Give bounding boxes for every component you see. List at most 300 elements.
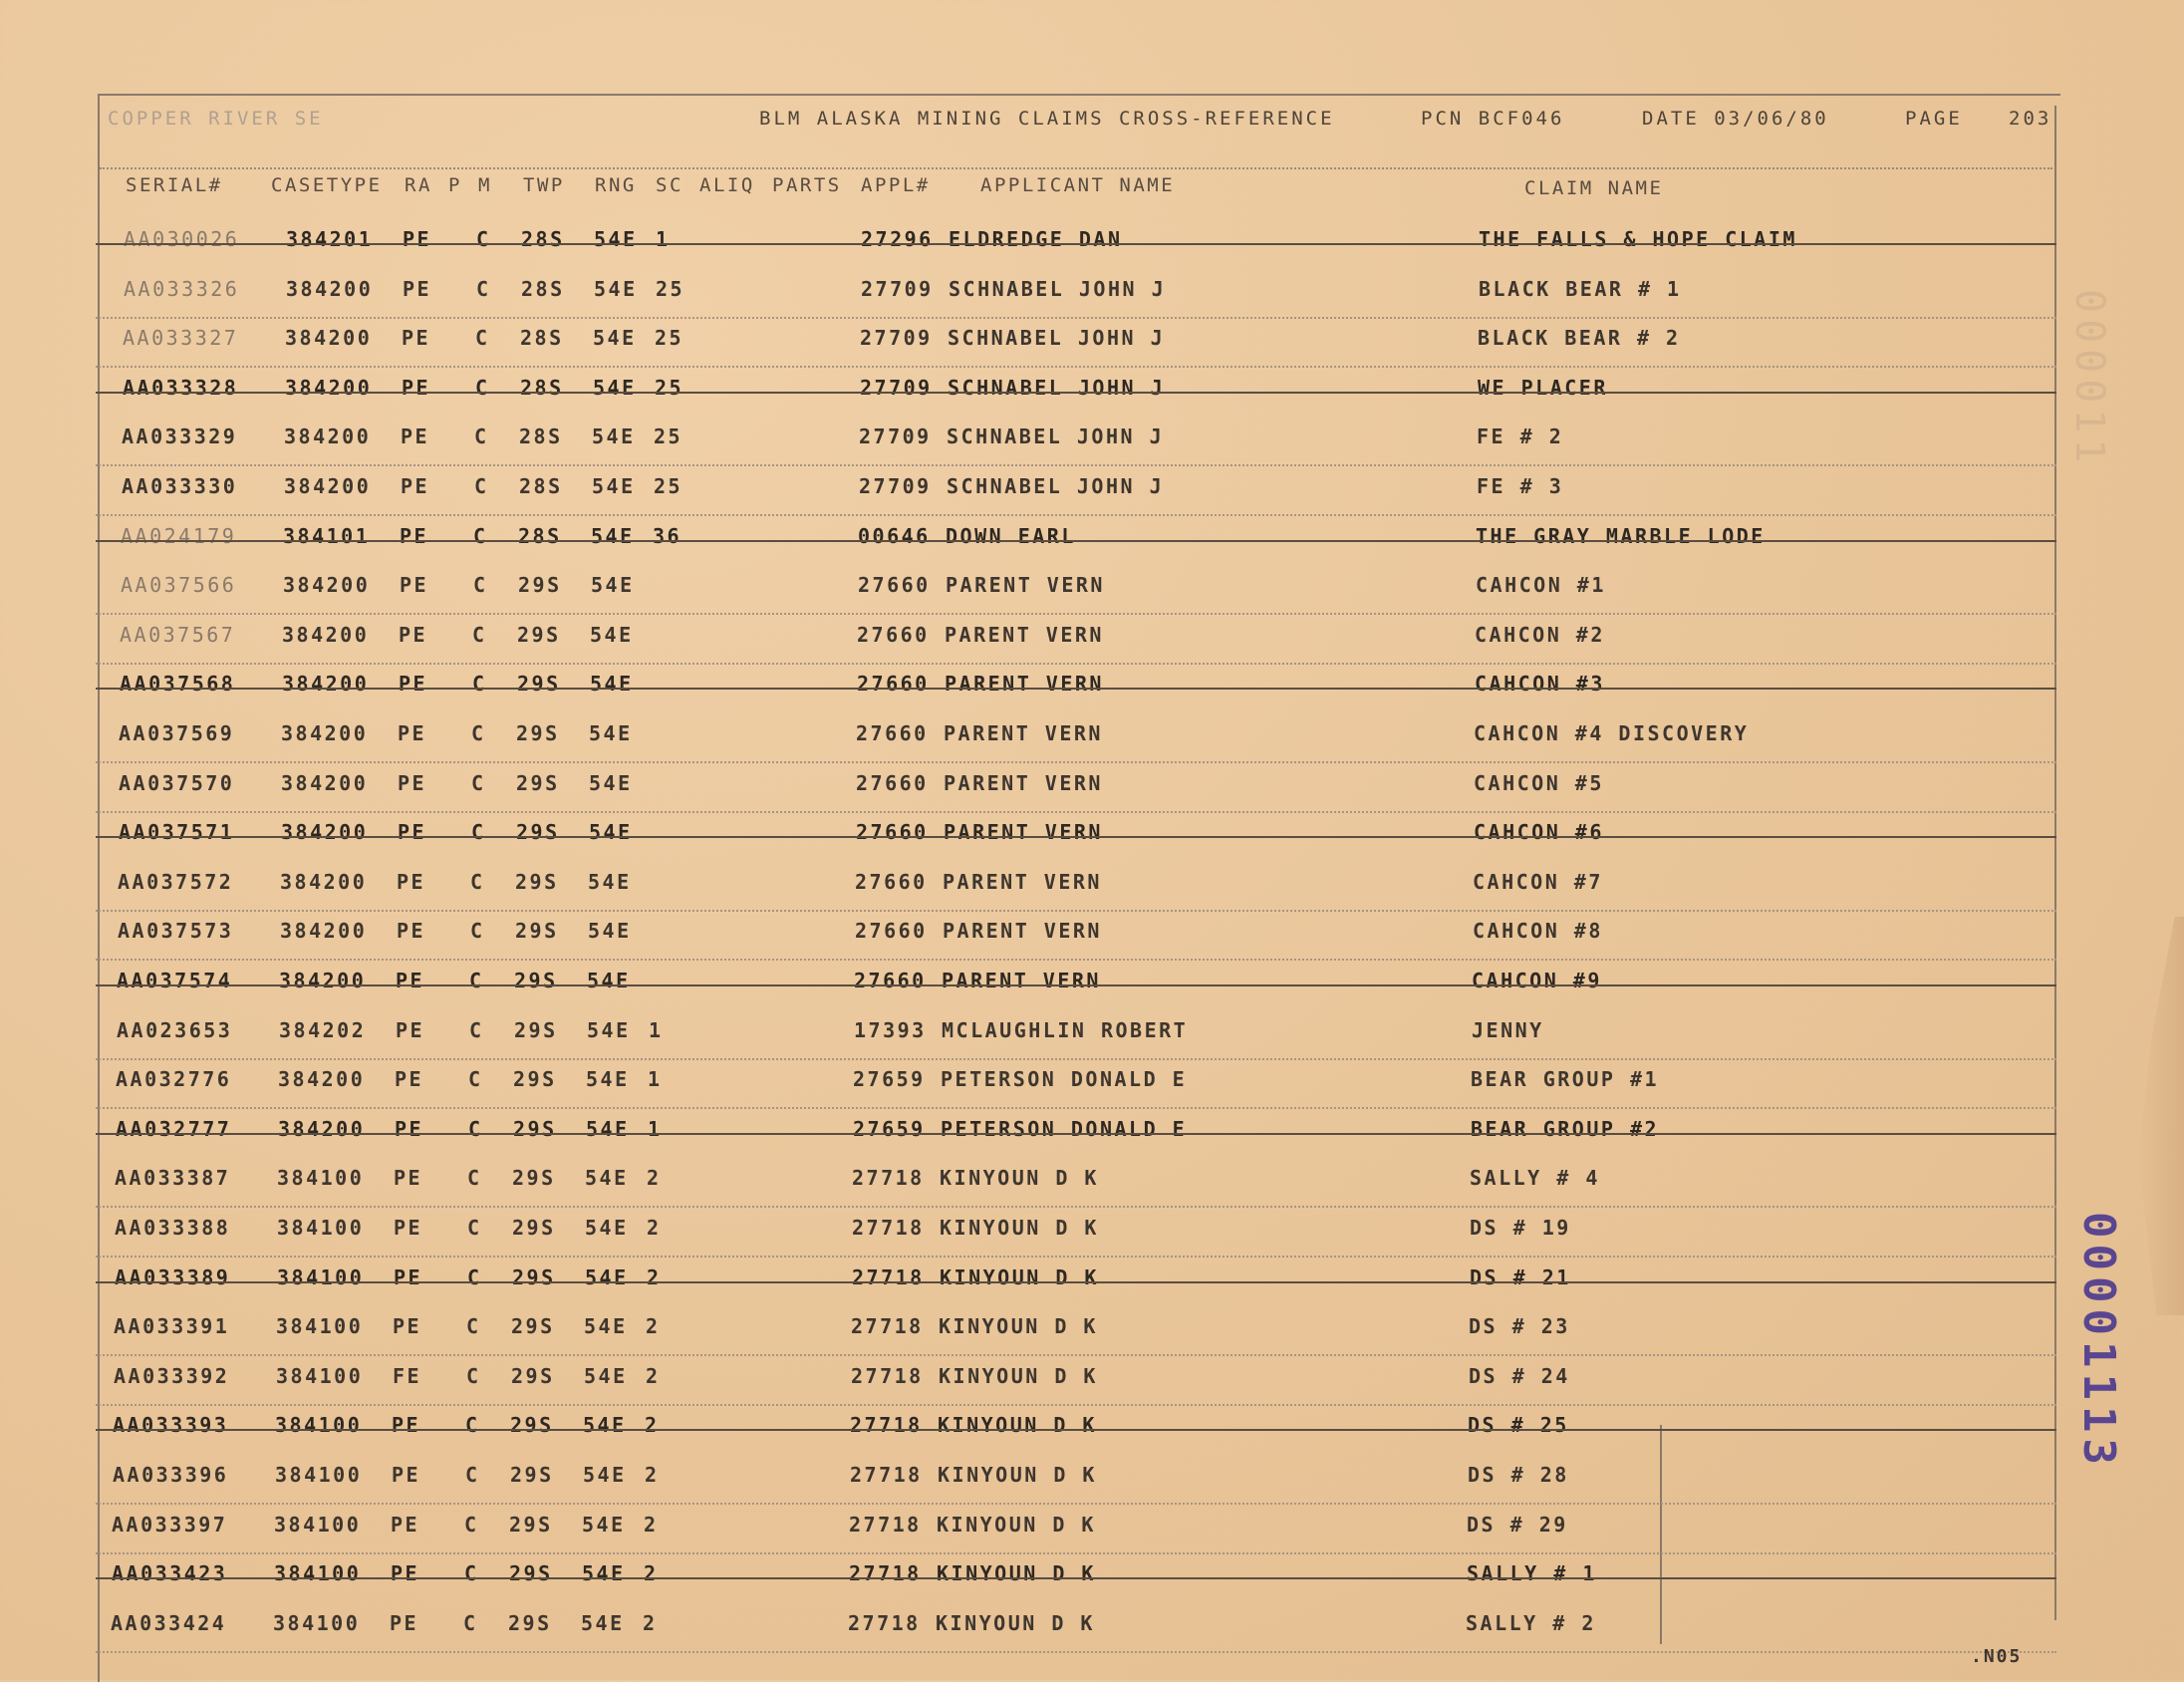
- cell-claim: DS # 21: [1470, 1264, 1571, 1289]
- strike-rule: [96, 392, 2056, 394]
- cell-m: C: [464, 1512, 479, 1537]
- cell-rng: 54E: [588, 919, 632, 944]
- row-rule: [96, 1058, 2056, 1060]
- cell-rng: 54E: [583, 1463, 627, 1487]
- cell-appl: 27718: [852, 1264, 925, 1289]
- cell-m: C: [470, 919, 485, 944]
- table-row: [0, 326, 2184, 375]
- cell-applicant: KINYOUN D K: [940, 1216, 1099, 1240]
- row-rule: [96, 1256, 2056, 1258]
- cell-sc: 2: [647, 1216, 662, 1240]
- cell-m: C: [475, 375, 490, 400]
- cell-twp: 29S: [514, 969, 558, 992]
- cell-casetype: 384200: [284, 474, 372, 498]
- table-row: [0, 721, 2184, 770]
- table-row: [0, 524, 2184, 573]
- cell-twp: 29S: [514, 1017, 558, 1042]
- cell-ra: PE: [398, 820, 427, 845]
- cell-serial: AA033393: [113, 1413, 229, 1438]
- cell-rng: 54E: [592, 424, 636, 449]
- cell-sc: 25: [654, 424, 683, 449]
- cell-rng: 54E: [585, 1166, 629, 1191]
- cell-m: C: [468, 1116, 483, 1141]
- cell-m: C: [473, 523, 488, 548]
- cell-twp: 28S: [519, 424, 563, 449]
- cell-m: C: [472, 622, 487, 647]
- cell-twp: 28S: [520, 375, 564, 400]
- cell-ra: PE: [397, 869, 426, 894]
- cell-casetype: 384100: [277, 1166, 365, 1191]
- col-applicant: APPLICANT NAME: [980, 174, 1176, 196]
- table-row: [0, 1513, 2184, 1561]
- cell-m: C: [469, 1017, 484, 1042]
- cell-rng: 54E: [585, 1216, 629, 1240]
- cell-applicant: SCHNABEL JOHN J: [947, 474, 1165, 498]
- col-sc: SC: [656, 174, 683, 196]
- cell-ra: PE: [393, 1314, 422, 1339]
- footer-code: .N05: [1971, 1646, 2023, 1667]
- cell-ra: PE: [398, 770, 427, 795]
- region-label: COPPER RIVER SE: [108, 108, 324, 130]
- cell-serial: AA033423: [112, 1561, 228, 1586]
- cell-serial: AA032777: [116, 1116, 232, 1141]
- strike-rule: [96, 1429, 2056, 1431]
- table-row: [0, 227, 2184, 276]
- cell-m: C: [474, 424, 489, 449]
- cell-rng: 54E: [582, 1561, 626, 1586]
- cell-applicant: KINYOUN D K: [937, 1512, 1096, 1537]
- row-rule: [96, 1107, 2056, 1109]
- cell-ra: PE: [401, 474, 430, 498]
- cell-m: C: [474, 474, 489, 498]
- strike-rule: [96, 1281, 2056, 1283]
- table-row: [0, 1067, 2184, 1116]
- cell-serial: AA033326: [124, 276, 240, 301]
- cell-appl: 27660: [855, 869, 928, 894]
- cell-appl: 27296: [861, 227, 934, 251]
- cell-m: C: [471, 721, 486, 745]
- cell-appl: 27718: [849, 1512, 922, 1537]
- cell-appl: 27660: [856, 770, 929, 795]
- cell-rng: 54E: [594, 227, 638, 251]
- cell-twp: 29S: [518, 573, 562, 598]
- cell-twp: 28S: [519, 474, 563, 498]
- table-row: [0, 277, 2184, 326]
- cell-ra: PE: [394, 1166, 423, 1191]
- cell-claim: DS # 24: [1469, 1363, 1570, 1388]
- cell-twp: 29S: [510, 1463, 554, 1487]
- table-row: [0, 424, 2184, 473]
- cell-appl: 27709: [859, 474, 932, 498]
- table-row: [0, 820, 2184, 869]
- cell-twp: 29S: [511, 1363, 555, 1388]
- cell-casetype: 384200: [278, 1116, 366, 1141]
- cell-m: C: [464, 1561, 479, 1586]
- cell-serial: AA033328: [123, 375, 239, 400]
- cell-m: C: [466, 1363, 481, 1388]
- cell-casetype: 384200: [280, 919, 368, 944]
- cell-ra: PE: [401, 424, 430, 449]
- row-rule: [96, 464, 2056, 466]
- cell-appl: 27709: [860, 326, 933, 351]
- cell-applicant: SCHNABEL JOHN J: [947, 424, 1165, 449]
- cell-casetype: 384100: [276, 1314, 364, 1339]
- cell-rng: 54E: [589, 770, 633, 795]
- cell-twp: 29S: [516, 770, 560, 795]
- cell-applicant: KINYOUN D K: [939, 1363, 1098, 1388]
- cell-m: C: [471, 820, 486, 845]
- row-rule: [96, 1552, 2056, 1554]
- col-rng: RNG: [595, 174, 637, 196]
- table-row: [0, 969, 2184, 1017]
- cell-appl: 27718: [850, 1463, 923, 1487]
- cell-applicant: PARENT VERN: [945, 672, 1104, 697]
- cell-casetype: 384200: [280, 869, 368, 894]
- cell-ra: PE: [400, 573, 429, 598]
- cell-rng: 54E: [584, 1363, 628, 1388]
- cell-ra: PE: [395, 1067, 424, 1092]
- cell-casetype: 384200: [281, 721, 369, 745]
- strike-rule: [96, 984, 2056, 986]
- cell-rng: 54E: [594, 276, 638, 301]
- cell-casetype: 384200: [278, 1067, 366, 1092]
- cell-serial: AA037569: [119, 721, 235, 745]
- cell-m: C: [465, 1413, 480, 1438]
- cell-sc: 2: [647, 1264, 662, 1289]
- cell-claim: THE FALLS & HOPE CLAIM: [1479, 227, 1797, 251]
- row-rule: [96, 1206, 2056, 1208]
- cell-appl: 27718: [849, 1561, 922, 1586]
- cell-twp: 29S: [509, 1512, 553, 1537]
- cell-twp: 29S: [515, 919, 559, 944]
- cell-sc: 2: [646, 1363, 661, 1388]
- table-row: [0, 1364, 2184, 1413]
- cell-rng: 54E: [587, 969, 631, 992]
- cell-rng: 54E: [591, 523, 635, 548]
- cell-m: C: [471, 770, 486, 795]
- table-row: [0, 623, 2184, 672]
- page-label: PAGE: [1905, 108, 1963, 130]
- cell-claim: CAHCON #9: [1472, 969, 1602, 992]
- cell-claim: FE # 2: [1477, 424, 1564, 449]
- cell-appl: 27718: [851, 1363, 924, 1388]
- cell-casetype: 384200: [283, 573, 371, 598]
- cell-applicant: PETERSON DONALD E: [941, 1067, 1188, 1092]
- cell-appl: 27660: [854, 969, 927, 992]
- cell-serial: AA037570: [119, 770, 235, 795]
- cell-claim: CAHCON #2: [1475, 622, 1605, 647]
- cell-m: C: [467, 1264, 482, 1289]
- page-number: 203: [2009, 108, 2052, 130]
- cell-twp: 29S: [517, 622, 561, 647]
- strike-rule: [96, 1133, 2056, 1135]
- cell-claim: SALLY # 1: [1467, 1561, 1597, 1586]
- cell-ra: FE: [393, 1363, 422, 1388]
- cell-m: C: [475, 326, 490, 351]
- cell-applicant: PARENT VERN: [943, 919, 1102, 944]
- cell-sc: 25: [655, 326, 684, 351]
- cell-applicant: KINYOUN D K: [938, 1413, 1097, 1438]
- cell-appl: 27660: [857, 672, 930, 697]
- cell-applicant: PARENT VERN: [944, 820, 1103, 845]
- cell-rng: 54E: [592, 474, 636, 498]
- cell-casetype: 384101: [283, 523, 371, 548]
- cell-ra: PE: [394, 1216, 423, 1240]
- cell-twp: 29S: [509, 1561, 553, 1586]
- col-p: P: [448, 174, 462, 196]
- cell-sc: 25: [655, 375, 684, 400]
- table-row: [0, 1166, 2184, 1215]
- cell-ra: PE: [392, 1463, 421, 1487]
- cell-claim: DS # 29: [1467, 1512, 1568, 1537]
- cell-m: C: [476, 276, 491, 301]
- cell-claim: JENNY: [1472, 1017, 1544, 1042]
- cell-appl: 17393: [854, 1017, 927, 1042]
- strike-rule: [96, 836, 2056, 838]
- pcn-label: PCN BCF046: [1421, 108, 1565, 130]
- cell-rng: 54E: [589, 820, 633, 845]
- cell-appl: 27718: [852, 1216, 925, 1240]
- cell-rng: 54E: [593, 326, 637, 351]
- table-row: [0, 1314, 2184, 1363]
- row-rule: [96, 811, 2056, 813]
- cell-applicant: PARENT VERN: [945, 622, 1104, 647]
- cell-claim: FE # 3: [1477, 474, 1564, 498]
- faint-stamp: 000011: [2066, 289, 2112, 469]
- cell-serial: AA033387: [115, 1166, 231, 1191]
- table-row: [0, 1216, 2184, 1264]
- cell-rng: 54E: [584, 1314, 628, 1339]
- cell-appl: 27659: [853, 1116, 926, 1141]
- row-rule: [96, 1404, 2056, 1406]
- cell-casetype: 384100: [277, 1264, 365, 1289]
- cell-casetype: 384100: [274, 1512, 362, 1537]
- cell-twp: 29S: [516, 820, 560, 845]
- cell-applicant: SCHNABEL JOHN J: [948, 375, 1166, 400]
- cell-casetype: 384200: [285, 326, 373, 351]
- strike-rule: [96, 243, 2056, 245]
- cell-m: C: [467, 1166, 482, 1191]
- cell-twp: 29S: [516, 721, 560, 745]
- cell-casetype: 384100: [277, 1216, 365, 1240]
- cell-casetype: 384200: [282, 672, 370, 697]
- cell-m: C: [469, 969, 484, 992]
- cell-applicant: PARENT VERN: [943, 869, 1102, 894]
- cell-sc: 2: [644, 1561, 659, 1586]
- row-rule: [96, 959, 2056, 961]
- cell-rng: 54E: [593, 375, 637, 400]
- row-rule: [96, 1651, 2056, 1653]
- cell-ra: PE: [399, 622, 428, 647]
- table-row: [0, 573, 2184, 622]
- cell-claim: BEAR GROUP #2: [1471, 1116, 1660, 1141]
- cell-applicant: KINYOUN D K: [940, 1264, 1099, 1289]
- cell-casetype: 384100: [273, 1610, 361, 1635]
- cell-serial: AA037572: [118, 869, 234, 894]
- cell-appl: 27660: [855, 919, 928, 944]
- cell-ra: PE: [403, 227, 432, 251]
- cell-appl: 27718: [850, 1413, 923, 1438]
- table-row: [0, 919, 2184, 968]
- cell-appl: 27660: [856, 820, 929, 845]
- cell-ra: PE: [402, 375, 431, 400]
- cell-rng: 54E: [588, 869, 632, 894]
- table-row: [0, 870, 2184, 919]
- row-rule: [96, 910, 2056, 912]
- cell-twp: 29S: [508, 1610, 552, 1635]
- table-row: [0, 672, 2184, 720]
- cell-serial: AA033396: [113, 1463, 229, 1487]
- report-date: DATE 03/06/80: [1642, 108, 1829, 130]
- cell-casetype: 384200: [286, 276, 374, 301]
- cell-claim: BLACK BEAR # 1: [1479, 276, 1682, 301]
- cell-ra: PE: [390, 1610, 419, 1635]
- cell-serial: AA037566: [121, 573, 237, 598]
- cell-casetype: 384100: [276, 1363, 364, 1388]
- cell-appl: 27660: [856, 721, 929, 745]
- cell-appl: 27709: [861, 276, 934, 301]
- cell-ra: PE: [399, 672, 428, 697]
- cell-ra: PE: [391, 1512, 420, 1537]
- cell-m: C: [470, 869, 485, 894]
- cell-sc: 1: [656, 227, 671, 251]
- cell-applicant: KINYOUN D K: [938, 1463, 1097, 1487]
- cell-appl: 27660: [858, 573, 931, 598]
- cell-serial: AA023653: [117, 1017, 233, 1042]
- cell-casetype: 384100: [275, 1463, 363, 1487]
- cell-sc: 2: [645, 1413, 660, 1438]
- cell-serial: AA033392: [114, 1363, 230, 1388]
- cell-sc: 2: [646, 1314, 661, 1339]
- cell-rng: 54E: [589, 721, 633, 745]
- cell-rng: 54E: [583, 1413, 627, 1438]
- cell-sc: 1: [648, 1116, 663, 1141]
- table-row: [0, 1413, 2184, 1462]
- cell-serial: AA030026: [124, 227, 240, 251]
- cell-appl: 27709: [859, 424, 932, 449]
- cell-casetype: 384200: [281, 770, 369, 795]
- cell-claim: CAHCON #3: [1475, 672, 1605, 697]
- cell-serial: AA033391: [114, 1314, 230, 1339]
- table-row: [0, 1018, 2184, 1067]
- cell-applicant: SCHNABEL JOHN J: [949, 276, 1167, 301]
- cell-ra: PE: [395, 1116, 424, 1141]
- cell-claim: BEAR GROUP #1: [1471, 1067, 1660, 1092]
- cell-rng: 54E: [581, 1610, 625, 1635]
- cell-appl: 00646: [858, 523, 931, 548]
- cell-m: C: [468, 1067, 483, 1092]
- row-rule: [96, 514, 2056, 516]
- cell-twp: 29S: [512, 1264, 556, 1289]
- cell-serial: AA037574: [117, 969, 233, 992]
- cell-rng: 54E: [586, 1067, 630, 1092]
- cell-applicant: SCHNABEL JOHN J: [948, 326, 1166, 351]
- cell-ra: PE: [402, 326, 431, 351]
- table-row: [0, 376, 2184, 424]
- cell-claim: CAHCON #7: [1473, 869, 1603, 894]
- cell-serial: AA033327: [123, 326, 239, 351]
- cell-serial: AA033389: [115, 1264, 231, 1289]
- cell-sc: 2: [644, 1512, 659, 1537]
- table-row: [0, 1265, 2184, 1314]
- cell-appl: 27659: [853, 1067, 926, 1092]
- cell-appl: 27718: [848, 1610, 921, 1635]
- cell-sc: 2: [643, 1610, 658, 1635]
- cell-claim: SALLY # 2: [1466, 1610, 1596, 1635]
- cell-casetype: 384200: [281, 820, 369, 845]
- cell-applicant: PARENT VERN: [944, 721, 1103, 745]
- col-ra: RA: [405, 174, 432, 196]
- cell-twp: 29S: [517, 672, 561, 697]
- cell-sc: 2: [645, 1463, 660, 1487]
- cell-applicant: PARENT VERN: [944, 770, 1103, 795]
- col-serial: SERIAL#: [126, 174, 223, 196]
- cell-claim: WE PLACER: [1478, 375, 1608, 400]
- cell-twp: 28S: [521, 276, 565, 301]
- cell-twp: 28S: [521, 227, 565, 251]
- row-rule: [96, 1354, 2056, 1356]
- cell-ra: PE: [392, 1413, 421, 1438]
- cell-twp: 29S: [510, 1413, 554, 1438]
- cell-twp: 29S: [512, 1216, 556, 1240]
- cell-sc: 2: [647, 1166, 662, 1191]
- cell-casetype: 384100: [275, 1413, 363, 1438]
- cell-m: C: [463, 1610, 478, 1635]
- table-row: [0, 1561, 2184, 1610]
- cell-ra: PE: [400, 523, 429, 548]
- row-rule: [96, 366, 2056, 368]
- cell-serial: AA033329: [122, 424, 238, 449]
- cell-appl: 27718: [851, 1314, 924, 1339]
- cell-applicant: KINYOUN D K: [937, 1561, 1096, 1586]
- cell-claim: THE GRAY MARBLE LODE: [1476, 523, 1766, 548]
- cell-twp: 28S: [518, 523, 562, 548]
- table-row: [0, 1463, 2184, 1512]
- cell-sc: 1: [648, 1067, 663, 1092]
- cell-sc: 25: [654, 474, 683, 498]
- report-title: BLM ALASKA MINING CLAIMS CROSS-REFERENCE: [759, 108, 1335, 130]
- row-rule: [96, 613, 2056, 615]
- cell-claim: CAHCON #4 DISCOVERY: [1474, 721, 1750, 745]
- cell-twp: 29S: [511, 1314, 555, 1339]
- cell-ra: PE: [397, 919, 426, 944]
- cell-rng: 54E: [590, 622, 634, 647]
- cell-claim: SALLY # 4: [1470, 1166, 1600, 1191]
- row-rule: [96, 761, 2056, 763]
- cell-m: C: [472, 672, 487, 697]
- row-rule: [96, 317, 2056, 319]
- table-row: [0, 474, 2184, 523]
- cell-m: C: [466, 1314, 481, 1339]
- cell-applicant: KINYOUN D K: [939, 1314, 1098, 1339]
- cell-applicant: PARENT VERN: [946, 573, 1105, 598]
- cell-twp: 28S: [520, 326, 564, 351]
- col-claim: CLAIM NAME: [1524, 177, 1664, 199]
- cell-sc: 1: [649, 1017, 664, 1042]
- cell-twp: 29S: [513, 1116, 557, 1141]
- table-row: [0, 771, 2184, 820]
- cell-ra: PE: [396, 1017, 425, 1042]
- cell-claim: CAHCON #1: [1476, 573, 1606, 598]
- cell-rng: 54E: [585, 1264, 629, 1289]
- cell-ra: PE: [394, 1264, 423, 1289]
- archive-stamp: 00001113: [2073, 1212, 2124, 1471]
- col-casetype: CASETYPE: [271, 174, 383, 196]
- cell-m: C: [467, 1216, 482, 1240]
- cell-casetype: 384200: [285, 375, 373, 400]
- cell-applicant: KINYOUN D K: [936, 1610, 1095, 1635]
- cell-serial: AA032776: [116, 1067, 232, 1092]
